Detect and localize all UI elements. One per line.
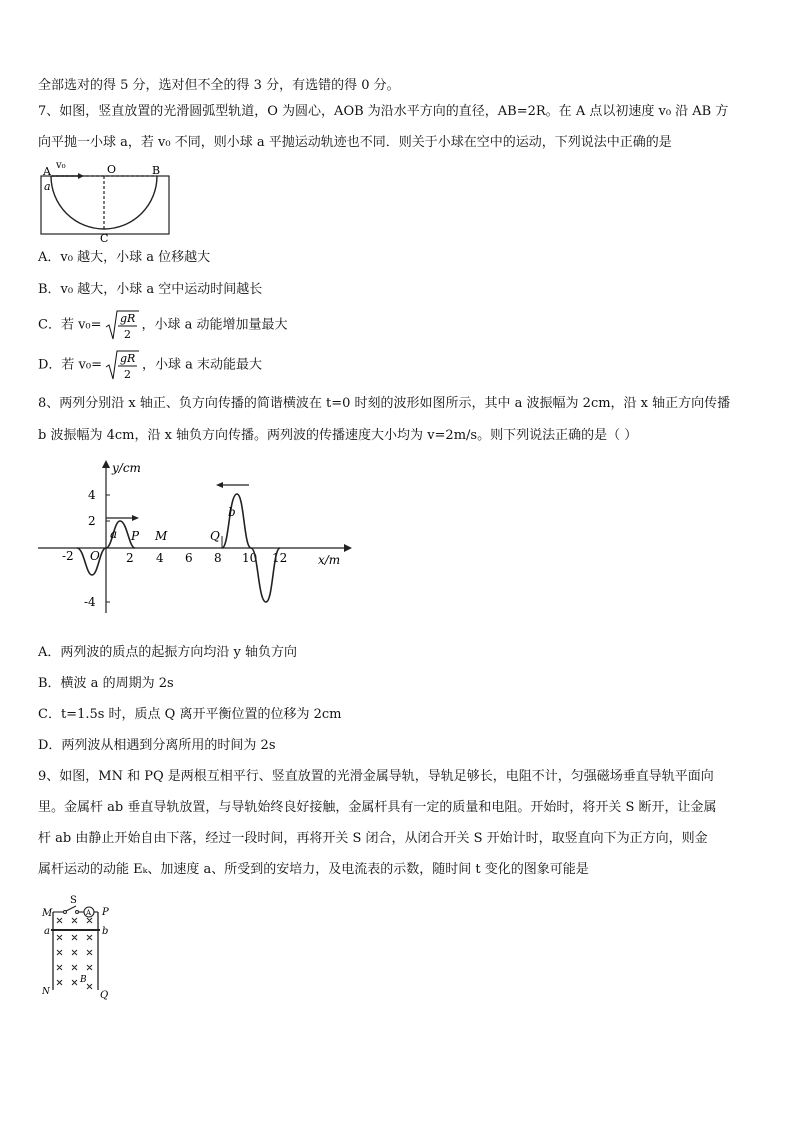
q9-S-label: S bbox=[70, 895, 77, 906]
q9-stem-line4: 属杆运动的动能 Eₖ、加速度 a、所受到的安培力，及电流表的示数，随时间 t 变化的图象可能是 bbox=[38, 862, 589, 877]
q7-option-c-sqrt bbox=[104, 308, 140, 342]
q8-xlabel: x/m bbox=[318, 553, 341, 567]
q9-M-label: M bbox=[42, 908, 53, 919]
q7-option-d-post: ，小球 a 末动能最大 bbox=[142, 357, 263, 373]
q8-ytick-4: 4 bbox=[88, 488, 96, 502]
q7-option-c-pre: C．若 v₀= bbox=[38, 317, 102, 333]
q8-option-a: A．两列波的质点的起振方向均沿 y 轴负方向 bbox=[38, 645, 297, 660]
q8-stem-line1: 8、两列分别沿 x 轴正、负方向传播的简谐横波在 t=0 时刻的波形如图所示，其中 a 波振幅为 2cm，沿 x 轴正方向传播 bbox=[38, 396, 731, 411]
q8-option-c: C．t=1.5s 时，质点 Q 离开平衡位置的位移为 2cm bbox=[38, 707, 342, 722]
q7-option-d-pre: D．若 v₀= bbox=[38, 357, 103, 373]
q8-xtick-4: 4 bbox=[156, 551, 164, 565]
q9-a-label: a bbox=[44, 926, 50, 937]
q9-stem-line3: 杆 ab 由静止开始自由下落，经过一段时间，再将开关 S 闭合，从闭合开关 S 开始计时，取竖直向下为正方向，则金 bbox=[38, 831, 708, 846]
q9-ammeter-label: A bbox=[86, 909, 92, 917]
q8-wave-b-label: b bbox=[228, 505, 236, 519]
q7-C-label: C bbox=[100, 232, 109, 244]
q8-point-P: P bbox=[131, 529, 140, 543]
q9-b-label: b bbox=[102, 926, 109, 937]
q7-a-label: a bbox=[44, 180, 51, 193]
q7-d-num: gR bbox=[120, 352, 136, 365]
q9-N-label: N bbox=[42, 987, 50, 997]
q7-option-a: A．v₀ 越大，小球 a 位移越大 bbox=[38, 250, 211, 265]
q7-option-d bbox=[38, 348, 262, 382]
intro-line: 全部选对的得 5 分，选对但不全的得 3 分，有选错的得 0 分。 bbox=[38, 78, 400, 93]
q8-xtick-neg2: -2 bbox=[62, 549, 74, 563]
q7-d-den: 2 bbox=[124, 368, 132, 381]
q7-c-num: gR bbox=[119, 312, 135, 325]
q8-wave-figure bbox=[36, 458, 356, 618]
q7-option-b: B．v₀ 越大，小球 a 空中运动时间越长 bbox=[38, 282, 263, 297]
q7-c-den: 2 bbox=[123, 328, 131, 341]
q9-circuit-figure bbox=[36, 890, 126, 1002]
q9-field-crosses bbox=[57, 918, 92, 989]
q8-option-d: D．两列波从相遇到分离所用的时间为 2s bbox=[38, 738, 276, 753]
q8-xtick-12: 12 bbox=[272, 551, 288, 565]
q8-wave-a-label: a bbox=[110, 527, 118, 541]
q8-ylabel: y/cm bbox=[112, 461, 141, 475]
q8-xtick-6: 6 bbox=[185, 551, 193, 565]
q7-option-d-sqrt bbox=[104, 348, 140, 382]
q7-stem-line2: 向平抛一小球 a，若 v₀ 不同，则小球 a 平抛运动轨迹也不同．则关于小球在空中的运动，下列说法中正确的是 bbox=[38, 135, 672, 150]
q8-xtick-8: 8 bbox=[214, 551, 222, 565]
q7-v0-label: v₀ bbox=[56, 160, 66, 171]
q8-option-b: B．横波 a 的周期为 2s bbox=[38, 676, 174, 691]
q7-option-c-post: ，小球 a 动能增加量最大 bbox=[141, 317, 288, 333]
q7-A-label: A bbox=[43, 165, 51, 178]
q8-ytick-2: 2 bbox=[88, 514, 96, 528]
q9-B-label: B bbox=[80, 975, 87, 985]
q9-P-label: P bbox=[102, 907, 109, 918]
q8-point-M: M bbox=[155, 529, 168, 543]
q9-Q-label: Q bbox=[100, 990, 109, 1001]
q7-option-c bbox=[38, 308, 288, 342]
q9-stem-line2: 里。金属杆 ab 垂直导轨放置，与导轨始终良好接触，金属杆具有一定的质量和电阻。开始时，将开关 S 断开，让金属 bbox=[38, 800, 717, 815]
q7-figure bbox=[36, 158, 176, 244]
q8-ytick-neg4: -4 bbox=[84, 595, 96, 609]
q8-xtick-2: 2 bbox=[126, 551, 134, 565]
q8-stem-line2: b 波振幅为 4cm，沿 x 轴负方向传播。两列波的传播速度大小均为 v=2m/s。则下列说法正确的是（ ） bbox=[38, 428, 638, 443]
q7-B-label: B bbox=[152, 164, 161, 177]
q9-stem-line1: 9、如图，MN 和 PQ 是两根互相平行、竖直放置的光滑金属导轨，导轨足够长，电阻不计，匀强磁场垂直导轨平面向 bbox=[38, 769, 714, 784]
q8-xtick-O: O bbox=[90, 549, 100, 563]
q7-stem-line1: 7、如图，竖直放置的光滑圆弧型轨道，O 为圆心，AOB 为沿水平方向的直径，AB=2R。在 A 点以初速度 v₀ 沿 AB 方 bbox=[38, 104, 729, 119]
q8-point-Q: Q bbox=[210, 529, 220, 543]
q8-xtick-10: 10 bbox=[242, 551, 258, 565]
q7-O-label: O bbox=[107, 163, 117, 176]
